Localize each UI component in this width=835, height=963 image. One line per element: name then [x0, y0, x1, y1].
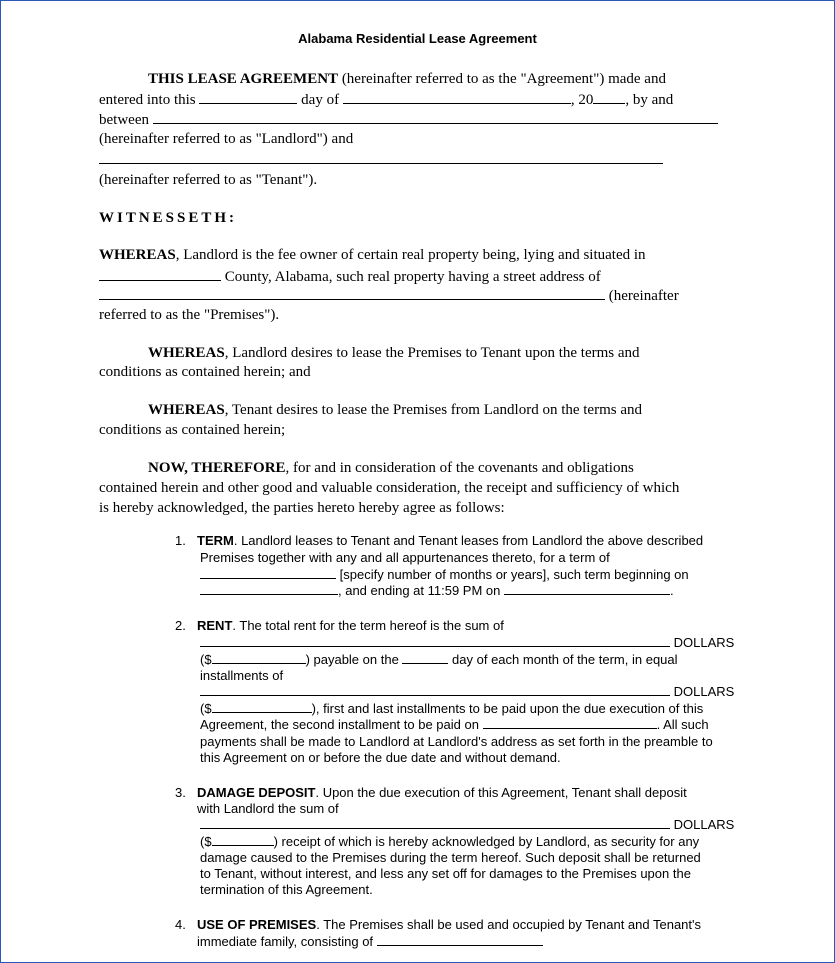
intro-line-2: entered into this day of , 20 , by and	[99, 89, 673, 110]
tenant-name-blank[interactable]	[99, 149, 663, 164]
deposit-line-3: DOLLARS	[200, 816, 734, 833]
whereas1-line-4: referred to as the "Premises").	[99, 307, 280, 323]
date-day-blank[interactable]	[199, 89, 297, 104]
whereas3-line-2: conditions as contained herein;	[99, 422, 286, 438]
use-number: 4.	[175, 917, 186, 932]
whereas1-line-2: County, Alabama, such real property having a street address of	[99, 266, 601, 287]
whereas1-line-3: (hereinafter	[99, 285, 679, 306]
county-blank[interactable]	[99, 266, 221, 281]
rent-total-amount-blank[interactable]	[212, 652, 306, 664]
rent-line-7: Agreement, the second installment to be paid on . All such	[200, 717, 709, 732]
street-address-blank[interactable]	[99, 285, 605, 300]
rent-line-5: DOLLARS	[200, 683, 734, 700]
intro-line-6: (hereinafter referred to as "Tenant").	[99, 172, 318, 188]
deposit-line-7: termination of this Agreement.	[200, 882, 373, 897]
rent-line-9: this Agreement on or before the due date and without demand.	[200, 750, 561, 765]
intro-line-1: THIS LEASE AGREEMENT (hereinafter referred to as the "Agreement") made and	[148, 71, 666, 87]
date-year-blank[interactable]	[593, 89, 625, 104]
deposit-line-4: ($ ) receipt of which is hereby acknowledged by Landlord, as security for any	[200, 834, 700, 849]
date-month-blank[interactable]	[343, 89, 571, 104]
document-title: Alabama Residential Lease Agreement	[298, 31, 537, 46]
rent-number: 2.	[175, 618, 186, 633]
whereas1-line-1: WHEREAS, Landlord is the fee owner of certain real property being, lying and situated in	[99, 247, 646, 263]
landlord-name-blank[interactable]	[153, 109, 718, 124]
term-start-blank[interactable]	[200, 583, 338, 595]
rent-total-words-blank[interactable]	[200, 635, 670, 647]
whereas2-line-2: conditions as contained herein; and	[99, 364, 311, 380]
term-end-blank[interactable]	[504, 583, 670, 595]
deposit-line-2: with Landlord the sum of	[197, 801, 339, 816]
witnesseth-heading: WITNESSETH:	[99, 210, 238, 226]
rent-due-day-blank[interactable]	[402, 652, 448, 664]
whereas3-line-1: WHEREAS, Tenant desires to lease the Premises from Landlord on the terms and	[148, 402, 642, 418]
second-installment-date-blank[interactable]	[483, 717, 657, 729]
deposit-line-5: damage caused to the Premises during the term hereof. Such deposit shall be returned	[200, 850, 701, 865]
rent-line-2: DOLLARS	[200, 634, 734, 651]
whereas2-line-1: WHEREAS, Landlord desires to lease the Premises to Tenant upon the terms and	[148, 345, 640, 361]
occupants-blank[interactable]	[377, 934, 543, 946]
term-length-blank[interactable]	[200, 567, 336, 579]
deposit-number: 3.	[175, 785, 186, 800]
rent-line-3: ($ ) payable on the day of each month of the term, in equal	[200, 652, 678, 667]
rent-line-1: RENT. The total rent for the term hereof is the sum of	[197, 618, 504, 633]
deposit-amount-blank[interactable]	[212, 834, 274, 846]
rent-line-6: ($ ), first and last installments to be paid upon the due execution of this	[200, 701, 704, 716]
use-line-2: immediate family, consisting of	[197, 933, 543, 950]
term-line-1: TERM. Landlord leases to Tenant and Tenant leases from Landlord the above described	[197, 533, 704, 548]
use-line-1: USE OF PREMISES. The Premises shall be used and occupied by Tenant and Tenant's	[197, 917, 701, 932]
installment-amount-blank[interactable]	[212, 701, 312, 713]
deposit-line-6: to Tenant, without interest, and less any set off for damages to the Premises upon the	[200, 866, 691, 881]
intro-line-3: between	[99, 109, 718, 130]
intro-line-4: (hereinafter referred to as "Landlord") and	[99, 131, 354, 147]
now-therefore-line-2: contained herein and other good and valuable consideration, the receipt and sufficiency of which	[99, 480, 680, 496]
deposit-line-1: DAMAGE DEPOSIT. Upon the due execution of this Agreement, Tenant shall deposit	[197, 785, 687, 800]
term-line-3: [specify number of months or years], such term beginning on	[200, 566, 689, 583]
intro-line-5	[99, 149, 663, 170]
now-therefore-line-3: is hereby acknowledged, the parties hereto hereby agree as follows:	[99, 500, 505, 516]
term-number: 1.	[175, 533, 186, 548]
term-line-4: , and ending at 11:59 PM on .	[200, 582, 674, 599]
deposit-words-blank[interactable]	[200, 817, 670, 829]
rent-line-8: payments shall be made to Landlord at Landlord's address as set forth in the preamble to	[200, 734, 713, 749]
installment-words-blank[interactable]	[200, 684, 670, 696]
rent-line-4: installments of	[200, 668, 284, 683]
term-line-2: Premises together with any and all appurtenances thereto, for a term of	[200, 550, 610, 565]
now-therefore-line-1: NOW, THEREFORE, for and in consideration of the covenants and obligations	[148, 460, 634, 476]
